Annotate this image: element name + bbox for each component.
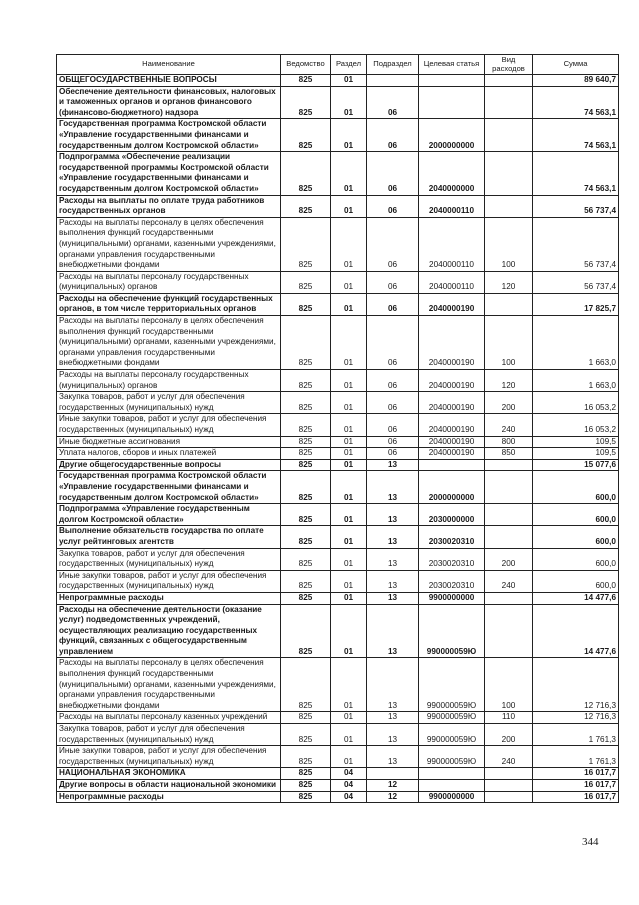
cell-exptype: 240 xyxy=(485,746,533,768)
cell-section: 01 xyxy=(331,724,367,746)
cell-name: Расходы на выплаты персоналу казенных учреждений xyxy=(57,712,281,724)
cell-name: Расходы на обеспечение деятельности (оказание услуг) подведомственных учреждений, осуществляющих реализацию государственных функций, связанных с общегосударственным управлением xyxy=(57,604,281,658)
cell-target: 2040000110 xyxy=(419,217,485,271)
cell-subsection xyxy=(367,75,419,87)
cell-section: 01 xyxy=(331,746,367,768)
cell-section: 01 xyxy=(331,195,367,217)
table-row xyxy=(57,75,619,87)
cell-name: Расходы на выплаты персоналу государственных (муниципальных) органов xyxy=(57,271,281,293)
cell-dept: 825 xyxy=(281,604,331,658)
cell-exptype xyxy=(485,293,533,315)
cell-dept: 825 xyxy=(281,712,331,724)
cell-sum: 17 825,7 xyxy=(533,293,619,315)
cell-dept: 825 xyxy=(281,791,331,803)
cell-subsection: 13 xyxy=(367,746,419,768)
cell-exptype xyxy=(485,152,533,195)
table-row xyxy=(57,791,619,803)
cell-target: 2000000000 xyxy=(419,471,485,504)
cell-sum: 56 737,4 xyxy=(533,271,619,293)
cell-exptype: 100 xyxy=(485,658,533,712)
cell-subsection: 13 xyxy=(367,658,419,712)
cell-exptype xyxy=(485,119,533,152)
cell-sum: 16 053,2 xyxy=(533,414,619,436)
cell-target: 990000059Ю xyxy=(419,712,485,724)
table-row xyxy=(57,780,619,792)
cell-exptype: 200 xyxy=(485,392,533,414)
cell-target: 2040000190 xyxy=(419,436,485,448)
cell-target: 990000059Ю xyxy=(419,724,485,746)
cell-subsection: 13 xyxy=(367,504,419,526)
cell-subsection: 13 xyxy=(367,604,419,658)
cell-name: Расходы на выплаты персоналу в целях обеспечения выполнения функций государственными (муниципальными) органами, казенными учреждениями, органами управления государственными внебюджетными фондами xyxy=(57,217,281,271)
cell-sum: 1 761,3 xyxy=(533,724,619,746)
cell-target: 2040000110 xyxy=(419,195,485,217)
cell-name: Закупка товаров, работ и услуг для обеспечения государственных (муниципальных) нужд xyxy=(57,548,281,570)
cell-subsection: 13 xyxy=(367,570,419,592)
cell-sum: 16 017,7 xyxy=(533,791,619,803)
cell-name: Непрограммные расходы xyxy=(57,791,281,803)
cell-target: 990000059Ю xyxy=(419,746,485,768)
cell-exptype xyxy=(485,195,533,217)
table-row xyxy=(57,271,619,293)
cell-section: 01 xyxy=(331,152,367,195)
table-row xyxy=(57,504,619,526)
cell-exptype xyxy=(485,604,533,658)
cell-section: 01 xyxy=(331,316,367,370)
cell-sum: 74 563,1 xyxy=(533,152,619,195)
cell-name: ОБЩЕГОСУДАРСТВЕННЫЕ ВОПРОСЫ xyxy=(57,75,281,87)
cell-exptype xyxy=(485,592,533,604)
cell-section: 01 xyxy=(331,459,367,471)
cell-section: 01 xyxy=(331,471,367,504)
cell-section: 04 xyxy=(331,780,367,792)
cell-target xyxy=(419,75,485,87)
cell-exptype xyxy=(485,768,533,780)
cell-target xyxy=(419,86,485,119)
table-row xyxy=(57,217,619,271)
cell-exptype: 200 xyxy=(485,724,533,746)
cell-target: 2040000190 xyxy=(419,370,485,392)
cell-subsection: 06 xyxy=(367,448,419,460)
cell-target: 2030000000 xyxy=(419,504,485,526)
cell-target: 2040000190 xyxy=(419,448,485,460)
cell-sum: 1 663,0 xyxy=(533,370,619,392)
cell-dept: 825 xyxy=(281,724,331,746)
budget-table xyxy=(56,54,619,803)
cell-subsection: 13 xyxy=(367,459,419,471)
cell-subsection: 13 xyxy=(367,712,419,724)
cell-dept: 825 xyxy=(281,526,331,548)
cell-target: 2040000190 xyxy=(419,414,485,436)
cell-section: 04 xyxy=(331,791,367,803)
cell-subsection: 12 xyxy=(367,791,419,803)
cell-subsection: 13 xyxy=(367,548,419,570)
cell-section: 01 xyxy=(331,370,367,392)
cell-dept: 825 xyxy=(281,459,331,471)
header-subsection: Подраздел xyxy=(367,55,419,75)
cell-subsection: 13 xyxy=(367,526,419,548)
cell-subsection: 06 xyxy=(367,119,419,152)
header-section: Раздел xyxy=(331,55,367,75)
table-row xyxy=(57,658,619,712)
table-row xyxy=(57,152,619,195)
table-body xyxy=(57,75,619,803)
cell-exptype xyxy=(485,791,533,803)
cell-sum: 600,0 xyxy=(533,548,619,570)
cell-subsection: 13 xyxy=(367,592,419,604)
cell-dept: 825 xyxy=(281,658,331,712)
cell-name: Непрограммные расходы xyxy=(57,592,281,604)
header-name: Наименование xyxy=(57,55,281,75)
cell-name: Иные бюджетные ассигнования xyxy=(57,436,281,448)
cell-name: Иные закупки товаров, работ и услуг для обеспечения государственных (муниципальных) нужд xyxy=(57,414,281,436)
cell-sum: 600,0 xyxy=(533,471,619,504)
cell-name: Уплата налогов, сборов и иных платежей xyxy=(57,448,281,460)
cell-target: 2030020310 xyxy=(419,570,485,592)
cell-sum: 109,5 xyxy=(533,436,619,448)
cell-dept: 825 xyxy=(281,548,331,570)
cell-sum: 600,0 xyxy=(533,526,619,548)
cell-target: 9900000000 xyxy=(419,791,485,803)
header-sum: Сумма xyxy=(533,55,619,75)
header-dept: Ведомство xyxy=(281,55,331,75)
table-header-row xyxy=(57,55,619,75)
table-row xyxy=(57,604,619,658)
cell-name: Другие вопросы в области национальной экономики xyxy=(57,780,281,792)
cell-subsection: 13 xyxy=(367,724,419,746)
cell-sum: 56 737,4 xyxy=(533,217,619,271)
cell-target: 2040000110 xyxy=(419,271,485,293)
cell-sum: 1 761,3 xyxy=(533,746,619,768)
cell-dept: 825 xyxy=(281,119,331,152)
cell-section: 01 xyxy=(331,548,367,570)
cell-exptype: 200 xyxy=(485,548,533,570)
cell-sum: 12 716,3 xyxy=(533,658,619,712)
cell-dept: 825 xyxy=(281,86,331,119)
cell-target: 2040000190 xyxy=(419,392,485,414)
cell-exptype: 240 xyxy=(485,570,533,592)
cell-dept: 825 xyxy=(281,316,331,370)
cell-section: 01 xyxy=(331,504,367,526)
cell-sum: 74 563,1 xyxy=(533,119,619,152)
cell-subsection: 06 xyxy=(367,217,419,271)
cell-target: 2000000000 xyxy=(419,119,485,152)
table-row xyxy=(57,768,619,780)
table-row xyxy=(57,414,619,436)
cell-exptype: 850 xyxy=(485,448,533,460)
cell-section: 01 xyxy=(331,448,367,460)
table-row xyxy=(57,471,619,504)
cell-dept: 825 xyxy=(281,414,331,436)
table-row xyxy=(57,592,619,604)
cell-target: 2040000190 xyxy=(419,316,485,370)
cell-subsection: 06 xyxy=(367,436,419,448)
cell-exptype: 100 xyxy=(485,316,533,370)
cell-dept: 825 xyxy=(281,293,331,315)
cell-section: 01 xyxy=(331,271,367,293)
cell-subsection: 06 xyxy=(367,392,419,414)
cell-name: Закупка товаров, работ и услуг для обеспечения государственных (муниципальных) нужд xyxy=(57,724,281,746)
table-row xyxy=(57,746,619,768)
cell-dept: 825 xyxy=(281,448,331,460)
cell-name: Закупка товаров, работ и услуг для обеспечения государственных (муниципальных) нужд xyxy=(57,392,281,414)
cell-dept: 825 xyxy=(281,504,331,526)
cell-sum: 1 663,0 xyxy=(533,316,619,370)
cell-name: Другие общегосударственные вопросы xyxy=(57,459,281,471)
cell-sum: 12 716,3 xyxy=(533,712,619,724)
cell-name: Государственная программа Костромской области «Управление государственными финансами и государственным долгом Костромской области» xyxy=(57,471,281,504)
cell-name: Обеспечение деятельности финансовых, налоговых и таможенных органов и органов финансового (финансово-бюджетного) надзора xyxy=(57,86,281,119)
cell-exptype: 120 xyxy=(485,271,533,293)
cell-dept: 825 xyxy=(281,271,331,293)
cell-dept: 825 xyxy=(281,768,331,780)
cell-name: Выполнение обязательств государства по оплате услуг рейтинговых агентств xyxy=(57,526,281,548)
cell-name: Расходы на выплаты персоналу государственных (муниципальных) органов xyxy=(57,370,281,392)
cell-subsection: 12 xyxy=(367,780,419,792)
cell-subsection: 06 xyxy=(367,370,419,392)
table-row xyxy=(57,86,619,119)
table-row xyxy=(57,293,619,315)
cell-target: 2040000190 xyxy=(419,293,485,315)
cell-name: Государственная программа Костромской области «Управление государственными финансами и государственным долгом Костромской области» xyxy=(57,119,281,152)
cell-exptype xyxy=(485,504,533,526)
table-row xyxy=(57,392,619,414)
cell-name: Подпрограмма «Управление государственным долгом Костромской области» xyxy=(57,504,281,526)
table-row xyxy=(57,548,619,570)
cell-name: Иные закупки товаров, работ и услуг для обеспечения государственных (муниципальных) нужд xyxy=(57,570,281,592)
cell-target xyxy=(419,768,485,780)
page-number: 344 xyxy=(582,836,599,848)
table-row xyxy=(57,570,619,592)
cell-target: 9900000000 xyxy=(419,592,485,604)
cell-sum: 14 477,6 xyxy=(533,604,619,658)
cell-dept: 825 xyxy=(281,746,331,768)
cell-subsection: 06 xyxy=(367,414,419,436)
table-row xyxy=(57,448,619,460)
cell-section: 01 xyxy=(331,217,367,271)
cell-target: 2030020310 xyxy=(419,548,485,570)
cell-exptype: 110 xyxy=(485,712,533,724)
cell-dept: 825 xyxy=(281,436,331,448)
cell-name: Расходы на обеспечение функций государственных органов, в том числе территориальных органов xyxy=(57,293,281,315)
cell-subsection: 06 xyxy=(367,86,419,119)
cell-section: 01 xyxy=(331,392,367,414)
cell-section: 01 xyxy=(331,658,367,712)
cell-dept: 825 xyxy=(281,570,331,592)
cell-sum: 109,5 xyxy=(533,448,619,460)
cell-dept: 825 xyxy=(281,592,331,604)
table-row xyxy=(57,370,619,392)
cell-target xyxy=(419,459,485,471)
table-row xyxy=(57,316,619,370)
cell-name: НАЦИОНАЛЬНАЯ ЭКОНОМИКА xyxy=(57,768,281,780)
cell-sum: 89 640,7 xyxy=(533,75,619,87)
cell-dept: 825 xyxy=(281,471,331,504)
cell-sum: 16 053,2 xyxy=(533,392,619,414)
cell-sum: 16 017,7 xyxy=(533,768,619,780)
cell-section: 01 xyxy=(331,436,367,448)
cell-exptype: 100 xyxy=(485,217,533,271)
cell-subsection: 13 xyxy=(367,471,419,504)
header-exptype: Вид расходов xyxy=(485,55,533,75)
cell-section: 01 xyxy=(331,570,367,592)
cell-section: 01 xyxy=(331,414,367,436)
cell-exptype: 240 xyxy=(485,414,533,436)
cell-section: 04 xyxy=(331,768,367,780)
table-row xyxy=(57,526,619,548)
table-row xyxy=(57,436,619,448)
cell-exptype xyxy=(485,526,533,548)
cell-sum: 15 077,6 xyxy=(533,459,619,471)
cell-name: Расходы на выплаты по оплате труда работников государственных органов xyxy=(57,195,281,217)
cell-exptype xyxy=(485,459,533,471)
cell-section: 01 xyxy=(331,86,367,119)
cell-dept: 825 xyxy=(281,195,331,217)
cell-section: 01 xyxy=(331,119,367,152)
cell-target: 2040000000 xyxy=(419,152,485,195)
header-target: Целевая статья xyxy=(419,55,485,75)
cell-sum: 74 563,1 xyxy=(533,86,619,119)
table-row xyxy=(57,119,619,152)
cell-target xyxy=(419,780,485,792)
cell-sum: 14 477,6 xyxy=(533,592,619,604)
cell-target: 990000059Ю xyxy=(419,658,485,712)
cell-subsection xyxy=(367,768,419,780)
cell-dept: 825 xyxy=(281,780,331,792)
cell-sum: 600,0 xyxy=(533,504,619,526)
cell-name: Подпрограмма «Обеспечение реализации государственной программы Костромской области «Управление государственными финансами и государственным долгом Костромской области» xyxy=(57,152,281,195)
cell-dept: 825 xyxy=(281,75,331,87)
cell-exptype: 120 xyxy=(485,370,533,392)
cell-section: 01 xyxy=(331,712,367,724)
cell-subsection: 06 xyxy=(367,293,419,315)
cell-section: 01 xyxy=(331,592,367,604)
cell-name: Расходы на выплаты персоналу в целях обеспечения выполнения функций государственными (муниципальными) органами, казенными учреждениями, органами управления государственными внебюджетными фондами xyxy=(57,316,281,370)
cell-dept: 825 xyxy=(281,152,331,195)
cell-section: 01 xyxy=(331,526,367,548)
cell-dept: 825 xyxy=(281,217,331,271)
cell-name: Расходы на выплаты персоналу в целях обеспечения выполнения функций государственными (муниципальными) органами, казенными учреждениями, органами управления государственными внебюджетными фондами xyxy=(57,658,281,712)
cell-section: 01 xyxy=(331,604,367,658)
cell-section: 01 xyxy=(331,75,367,87)
table-row xyxy=(57,724,619,746)
cell-sum: 600,0 xyxy=(533,570,619,592)
cell-exptype xyxy=(485,86,533,119)
table-row xyxy=(57,712,619,724)
cell-sum: 16 017,7 xyxy=(533,780,619,792)
cell-subsection: 06 xyxy=(367,195,419,217)
cell-sum: 56 737,4 xyxy=(533,195,619,217)
cell-target: 2030020310 xyxy=(419,526,485,548)
cell-dept: 825 xyxy=(281,392,331,414)
cell-exptype xyxy=(485,780,533,792)
cell-exptype xyxy=(485,75,533,87)
cell-name: Иные закупки товаров, работ и услуг для обеспечения государственных (муниципальных) нужд xyxy=(57,746,281,768)
cell-dept: 825 xyxy=(281,370,331,392)
cell-exptype: 800 xyxy=(485,436,533,448)
cell-exptype xyxy=(485,471,533,504)
cell-subsection: 06 xyxy=(367,271,419,293)
cell-subsection: 06 xyxy=(367,316,419,370)
cell-subsection: 06 xyxy=(367,152,419,195)
table-row xyxy=(57,195,619,217)
cell-target: 990000059Ю xyxy=(419,604,485,658)
cell-section: 01 xyxy=(331,293,367,315)
table-row xyxy=(57,459,619,471)
